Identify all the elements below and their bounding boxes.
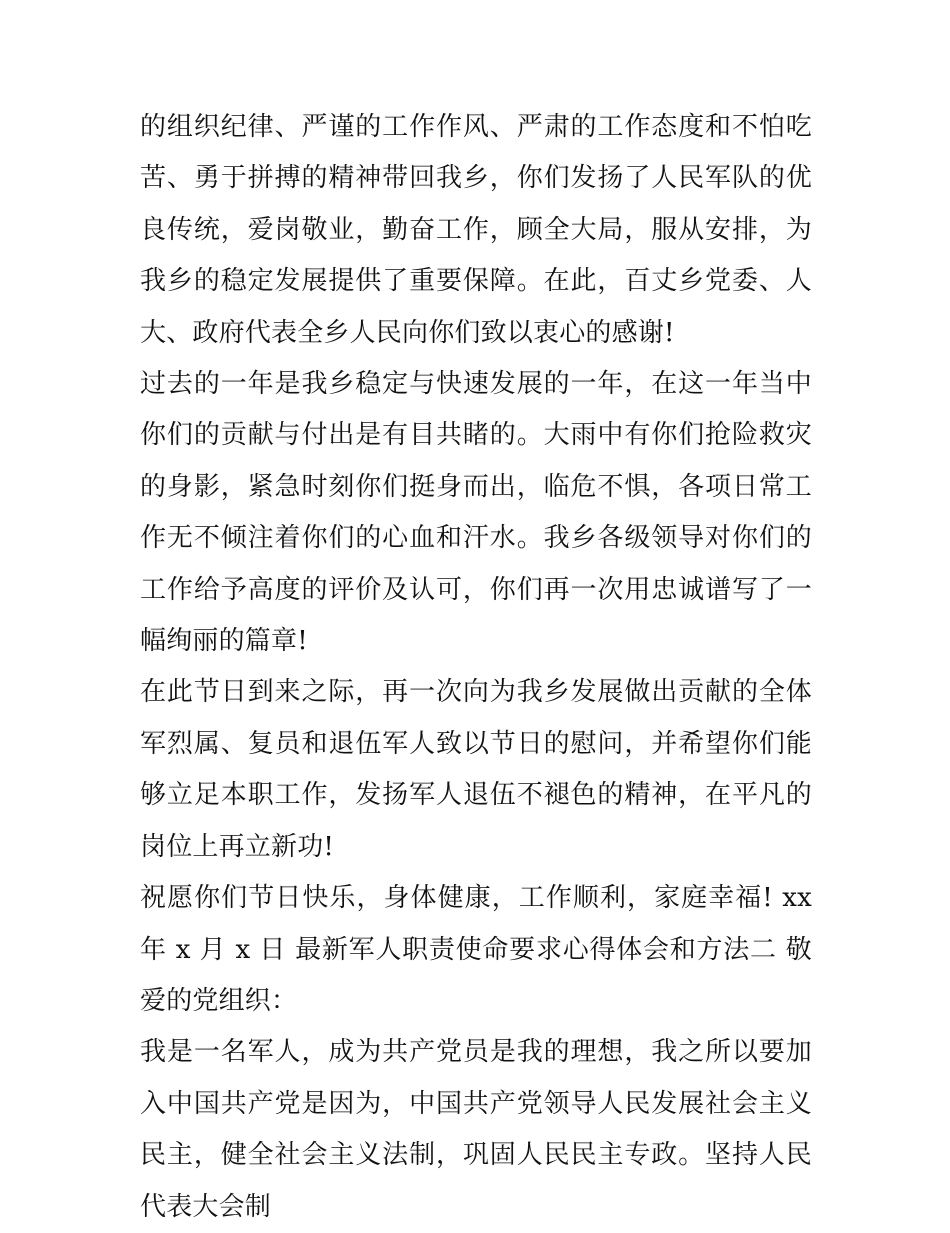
paragraph-3: 在此节日到来之际，再一次向为我乡发展做出贡献的全体军烈属、复员和退伍军人致以节日的慰问，并希望你们能够立足本职工作，发扬军人退伍不褪色的精神，在平凡的岗位上再立新功! <box>140 677 812 862</box>
document-body <box>140 102 812 1233</box>
paragraph-2: 过去的一年是我乡稳定与快速发展的一年，在这一年当中你们的贡献与付出是有目共睹的。大雨中有你们抢险救灾的身影，紧急时刻你们挺身而出，临危不惧，各项日常工作无不倾注着你们的心血和汗水。我乡各级领导对你们的工作给予高度的评价及认可，你们再一次用忠诚谱写了一幅绚丽的篇章! <box>140 369 812 657</box>
paragraph-1: 的组织纪律、严谨的工作作风、严肃的工作态度和不怕吃苦、勇于拼搏的精神带回我乡，你们发扬了人民军队的优良传统，爱岗敬业，勤奋工作，顾全大局，服从安排，为我乡的稳定发展提供了重要保障。在此，百丈乡党委、人大、政府代表全乡人民向你们致以衷心的感谢! <box>140 112 812 348</box>
paragraph-5: 我是一名军人，成为共产党员是我的理想，我之所以要加入中国共产党是因为，中国共产党领导人民发展社会主义民主，健全社会主义法制，巩固人民民主专政。坚持人民代表大会制 <box>140 1037 812 1222</box>
paragraph-4: 祝愿你们节日快乐，身体健康，工作顺利，家庭幸福! xx 年 x 月 x 日 最新军人职责使命要求心得体会和方法二 敬爱的党组织： <box>140 883 812 1016</box>
